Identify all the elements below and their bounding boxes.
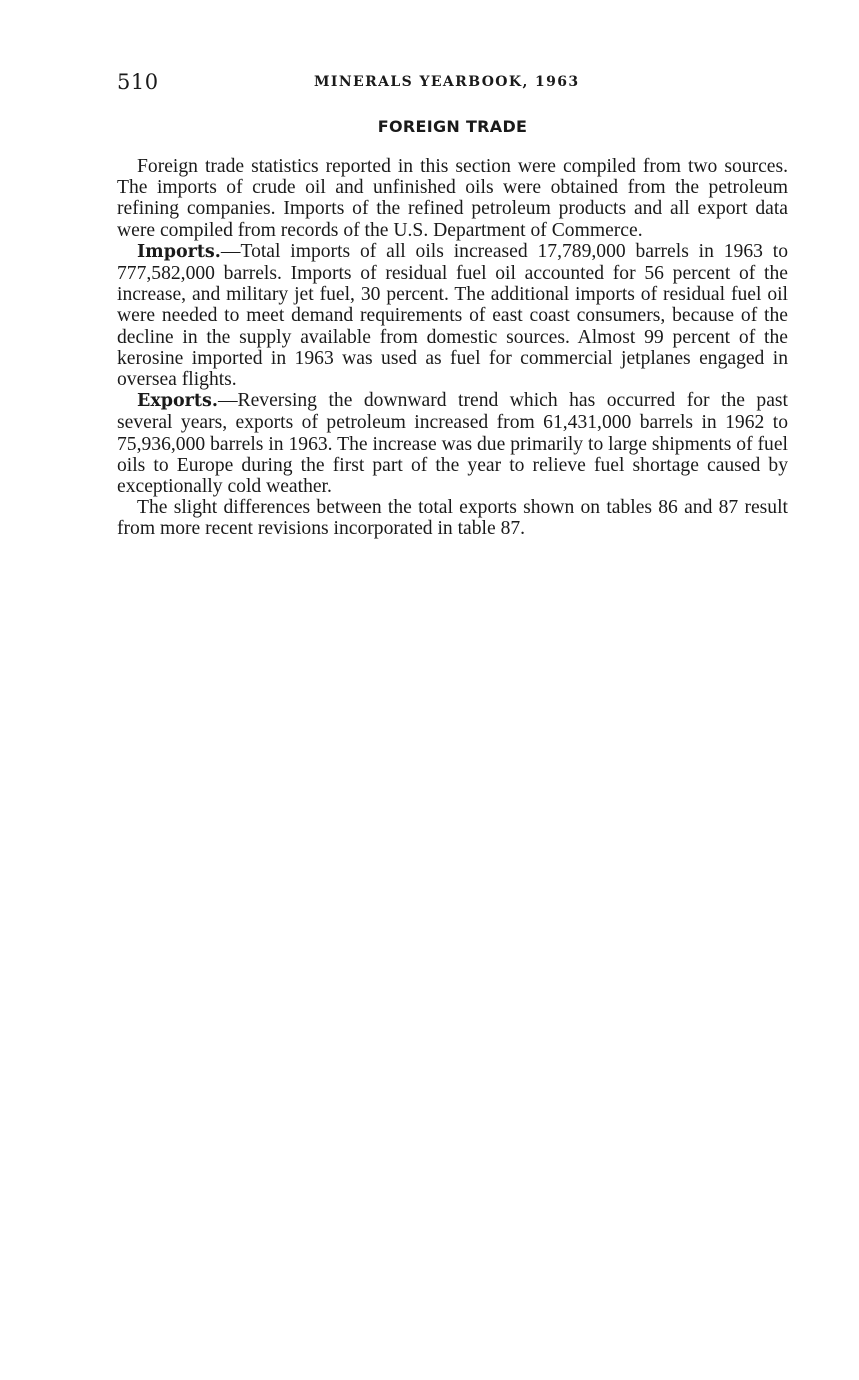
page-number: 510 — [117, 70, 159, 94]
paragraph-note: The slight differences between the total exports shown on tables 86 and 87 result from more recent revisions incorporated in table 87. — [117, 497, 788, 540]
body-text — [117, 156, 788, 540]
exports-text: —Reversing the downward trend which has occurred for the past several years, exports of petroleum increased from 61,431,000 barrels in 1962 to 75,936,000 barrels in 1963. The increase was due primarily to large shipments of fuel oils to Europe during the first part of the year to relieve fuel shortage caused by exceptionally cold weather. — [117, 390, 788, 498]
paragraph-exports — [117, 390, 788, 497]
imports-text: —Total imports of all oils increased 17,789,000 barrels in 1963 to 777,582,000 barrels. Imports of residual fuel oil accounted for 56 percent of the increase, and military jet fuel, 30 percent. The additional imports of residual fuel oil were needed to meet demand requirements of east coast consumers, because of the decline in the supply available from domestic sources. Almost 99 percent of the kerosine imported in 1963 was used as fuel for commercial jetplanes engaged in oversea flights. — [117, 240, 788, 391]
page — [117, 70, 788, 540]
paragraph-imports — [117, 241, 788, 390]
imports-run-in-heading: Imports. — [137, 241, 221, 262]
running-title: MINERALS YEARBOOK, 1963 — [314, 74, 580, 90]
paragraph-intro: Foreign trade statistics reported in this section were compiled from two sources. The imports of crude oil and unfinished oils were obtained from the petroleum refining companies. Imports of the refined petroleum products and all export data were compiled from records of the U.S. Department of Commerce. — [117, 156, 788, 241]
exports-run-in-heading: Exports. — [137, 391, 218, 412]
running-head — [117, 70, 788, 100]
section-heading: FOREIGN TRADE — [377, 117, 528, 136]
